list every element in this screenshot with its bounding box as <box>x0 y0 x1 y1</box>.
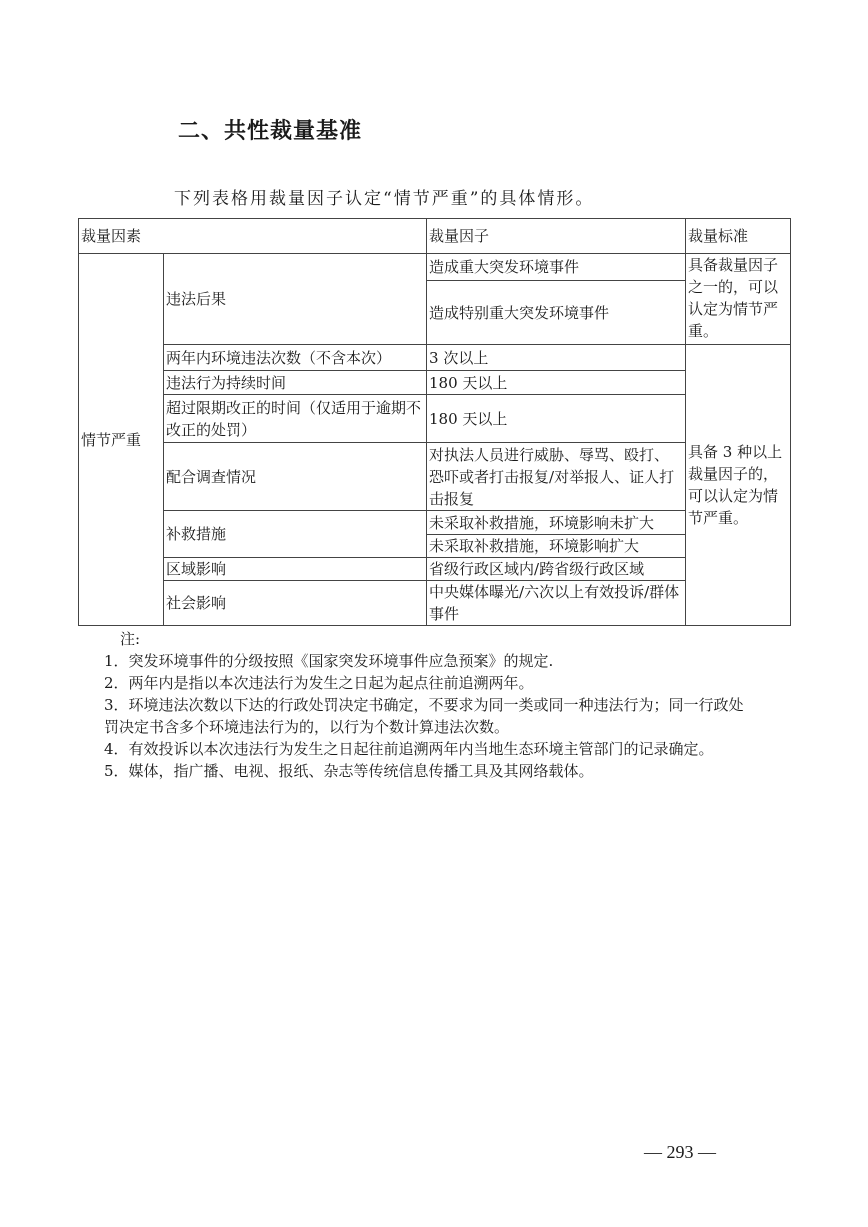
section-heading: 二、共性裁量基准 <box>178 119 363 144</box>
intro-text: 下列表格用裁量因子认定“情节严重”的具体情形。 <box>174 189 595 209</box>
table-row <box>79 443 791 511</box>
header-factor-group: 裁量因素 <box>79 219 427 254</box>
item-cell: 超过限期改正的时间（仅适用于逾期不改正的处罚） <box>164 395 427 443</box>
note-item: 3．环境违法次数以下达的行政处罚决定书确定，不要求为同一类或同一种违法行为；同一行政处罚决定书含多个环境违法行为的，以行为个数计算违法次数。 <box>104 696 744 736</box>
note-item: 2．两年内是指以本次违法行为发生之日起为起点往前追溯两年。 <box>104 674 534 692</box>
table-row <box>79 581 791 626</box>
table-row <box>79 254 791 281</box>
page-number: — 293 — <box>644 1142 716 1162</box>
table-row <box>79 511 791 535</box>
factor-cell: 造成重大突发环境事件 <box>427 254 686 281</box>
factor-cell: 3 次以上 <box>427 345 686 371</box>
item-cell: 违法后果 <box>164 254 427 345</box>
table-row <box>79 371 791 395</box>
factor-cell: 对执法人员进行威胁、辱骂、殴打、恐吓或者打击报复/对举报人、证人打击报复 <box>427 443 686 511</box>
factor-cell: 中央媒体曝光/六次以上有效投诉/群体事件 <box>427 581 686 626</box>
notes-label: 注: <box>120 630 141 648</box>
note-item: 4．有效投诉以本次违法行为发生之日起往前追溯两年内当地生态环境主管部门的记录确定。 <box>104 740 714 758</box>
header-standard: 裁量标准 <box>686 219 791 254</box>
table-row <box>79 345 791 371</box>
factor-cell: 未采取补救措施，环境影响扩大 <box>427 535 686 558</box>
item-cell: 社会影响 <box>164 581 427 626</box>
factor-cell: 造成特别重大突发环境事件 <box>427 281 686 345</box>
item-cell: 区域影响 <box>164 558 427 581</box>
factor-cell: 180 天以上 <box>427 371 686 395</box>
factor-cell: 未采取补救措施，环境影响未扩大 <box>427 511 686 535</box>
criteria-table <box>78 218 791 626</box>
factor-cell: 省级行政区域内/跨省级行政区域 <box>427 558 686 581</box>
factor-cell: 180 天以上 <box>427 395 686 443</box>
table-row <box>79 558 791 581</box>
standard-cell: 具备 3 种以上裁量因子的，可以认定为情节严重。 <box>686 345 791 626</box>
item-cell: 补救措施 <box>164 511 427 558</box>
item-cell: 两年内环境违法次数（不含本次） <box>164 345 427 371</box>
notes-section <box>104 628 744 782</box>
table-header-row <box>79 219 791 254</box>
header-factor: 裁量因子 <box>427 219 686 254</box>
item-cell: 配合调查情况 <box>164 443 427 511</box>
note-item: 1．突发环境事件的分级按照《国家突发环境事件应急预案》的规定. <box>104 652 554 670</box>
category-cell: 情节严重 <box>79 254 164 626</box>
table-row <box>79 395 791 443</box>
note-item: 5．媒体，指广播、电视、报纸、杂志等传统信息传播工具及其网络载体。 <box>104 762 594 780</box>
standard-cell: 具备裁量因子之一的，可以认定为情节严重。 <box>686 254 791 345</box>
item-cell: 违法行为持续时间 <box>164 371 427 395</box>
